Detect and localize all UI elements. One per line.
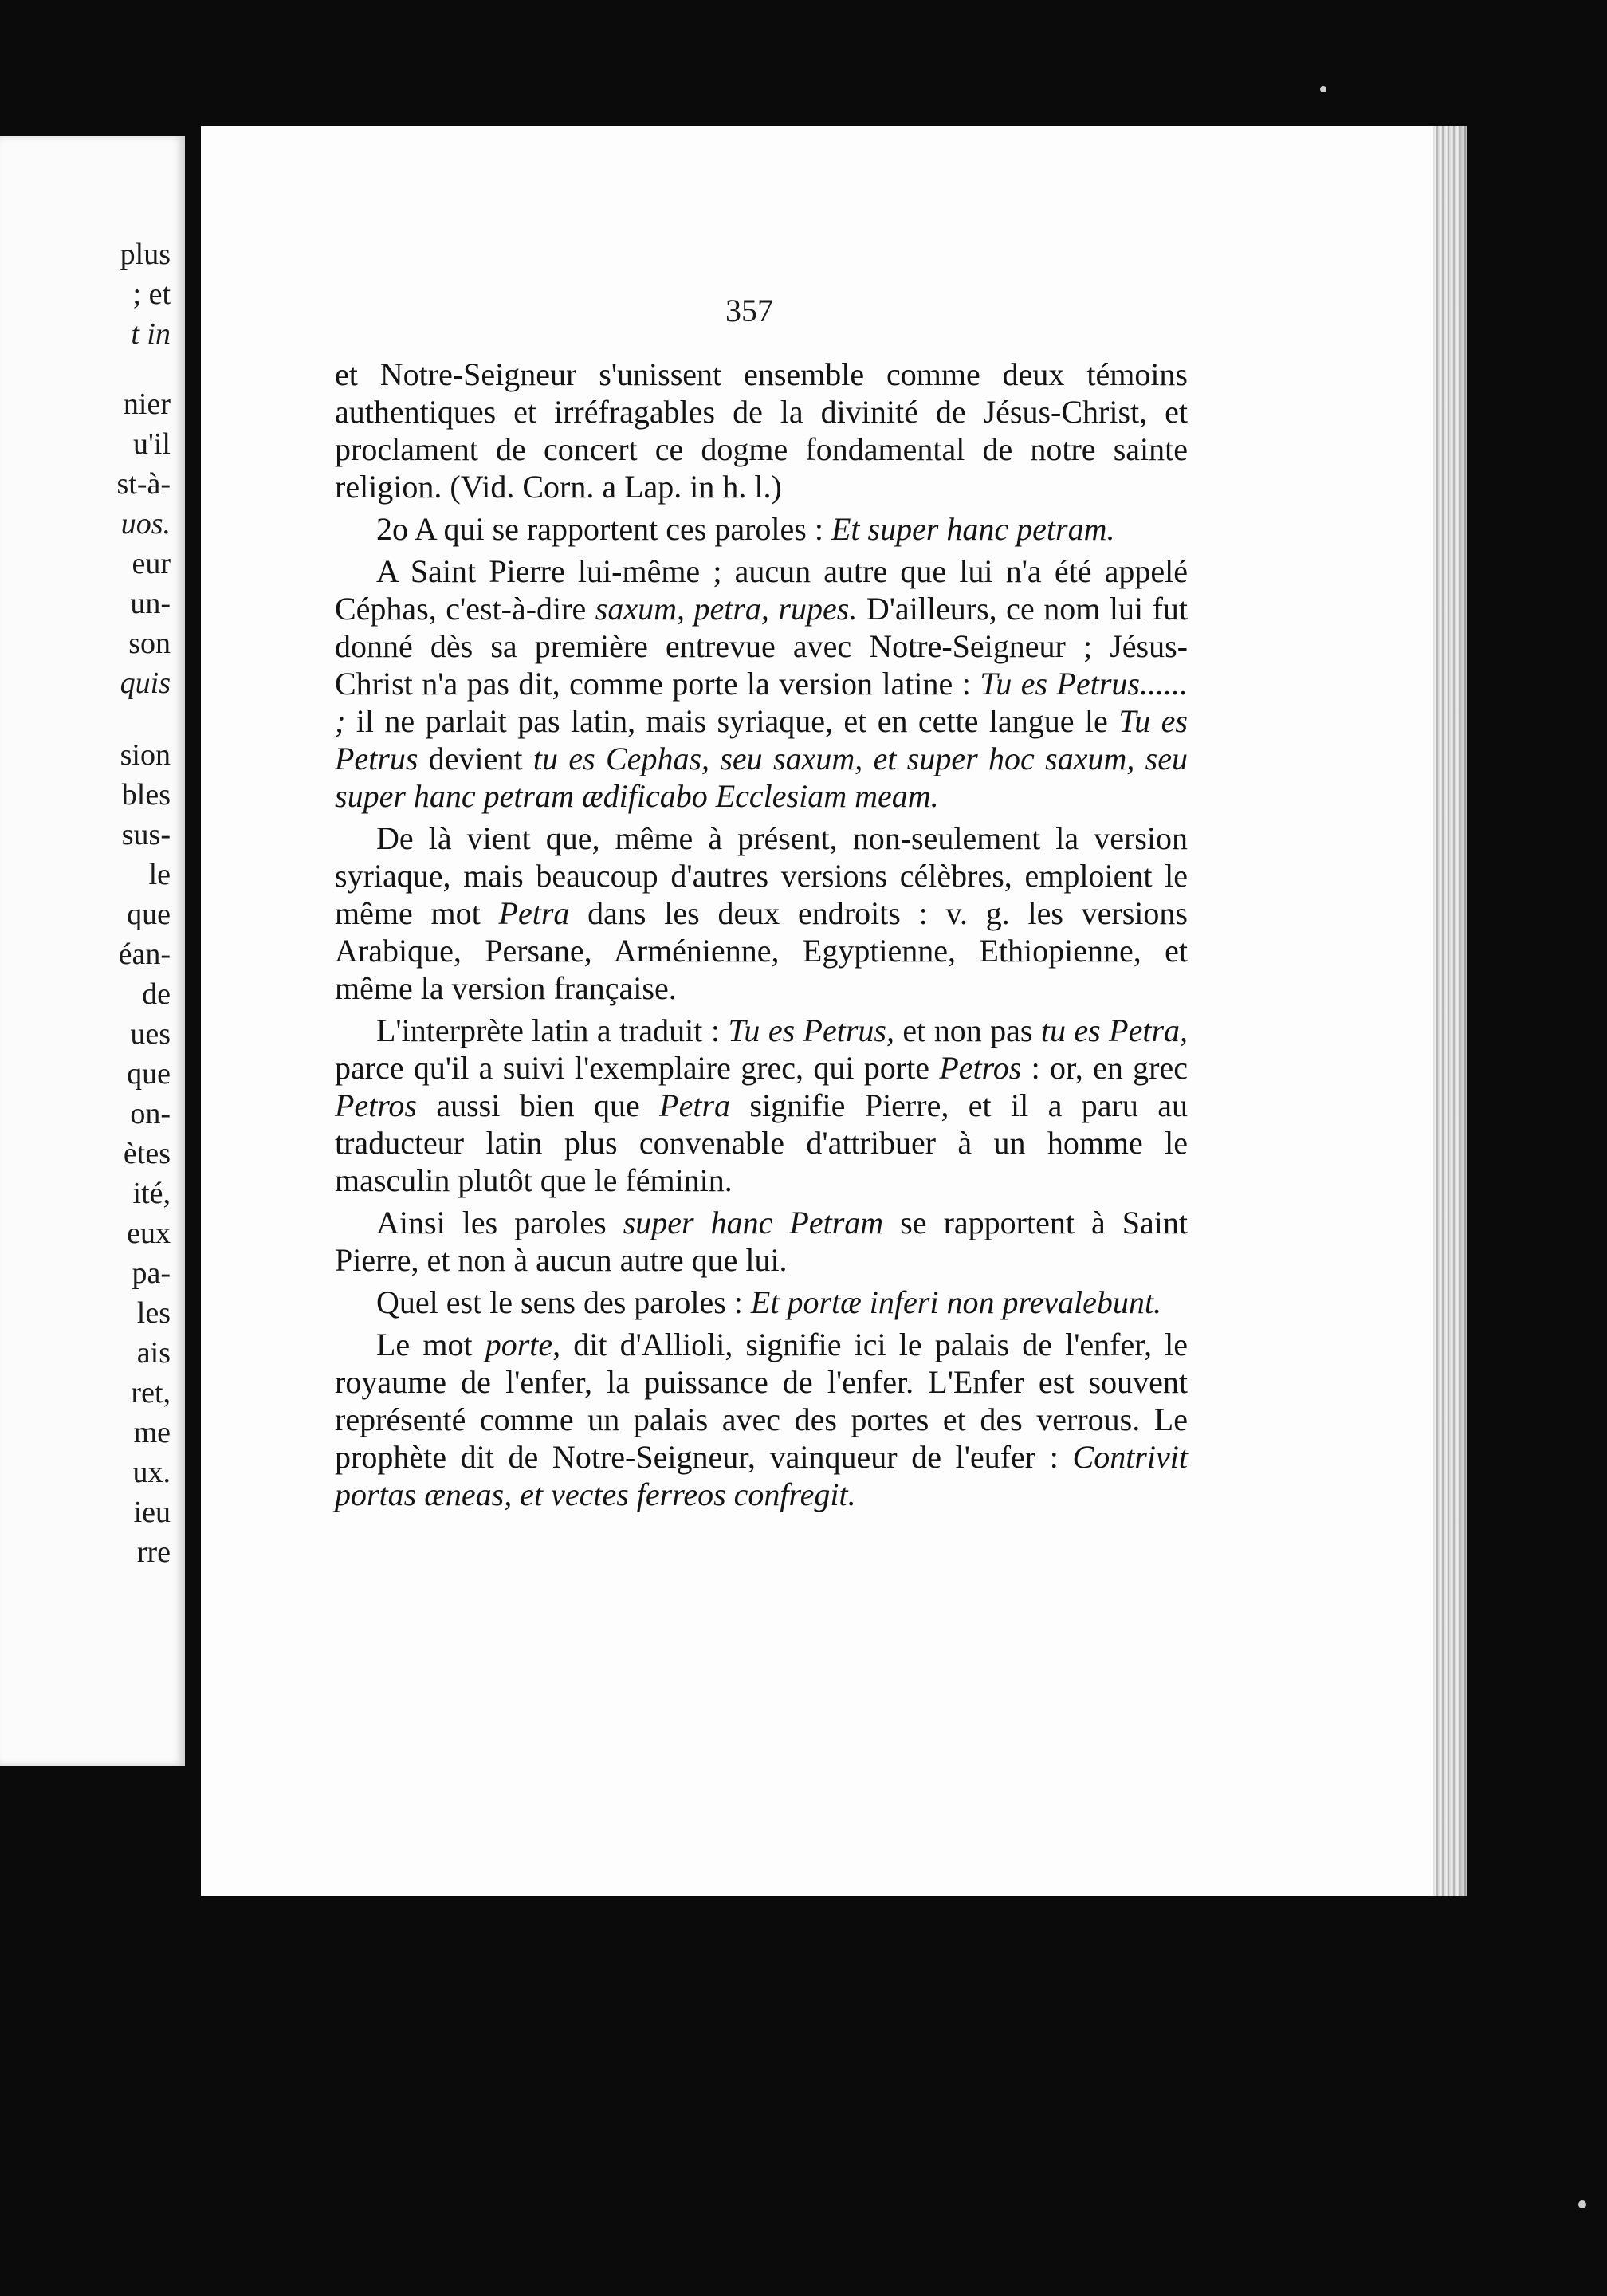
left-page-line: que [127,898,171,931]
left-page-line: un- [130,587,171,620]
paragraph [335,510,1188,548]
left-page-line: sion [120,738,171,772]
text-run: D'ailleurs, ce nom lui fut donné dès sa première entrevue avec Notre-Seigneur ; Jésus-Christ n'a pas dit, comme porte la version latine : [335,591,1189,702]
left-page-line: ité, [132,1177,171,1210]
left-page-line: t in [131,317,171,351]
italic-text: porte [485,1327,553,1362]
italic-text: saxum, petra, rupes. [595,591,858,627]
left-page-line: plus [120,238,171,271]
paragraph [335,1284,1188,1321]
italic-text: super hanc Petram [623,1205,884,1240]
dust-speck [1320,86,1326,92]
page-number: 357 [725,293,773,328]
text-run: Quel est le sens des paroles : [376,1284,751,1320]
text-run: parce qu'il a suivi l'exemplaire grec, qui porte [335,1050,940,1086]
page-edge-stack [1433,126,1467,1896]
left-page-line: ues [130,1017,171,1051]
paragraph [335,356,1188,505]
text-run: se rapportent à Saint Pierre, et non à aucun autre que lui. [335,1205,1188,1278]
left-page-line: st-à- [116,467,171,501]
text-run: , dit d'Allioli, signifie ici le palais de l'enfer, le royaume de l'enfer, la puissance de l'enfer. L'Enfer est souvent représenté comme un palais avec des portes et des verrous. Le prophète dit de Notre-Seigneur, vainqueur de l'eufer : [335,1327,1188,1475]
left-page-line: ; et [132,277,171,311]
left-page-line: nier [123,387,171,421]
body-text [335,356,1188,1518]
left-page-line: les [136,1296,171,1330]
paragraph [335,1326,1188,1513]
left-page-line: me [133,1416,171,1449]
text-run: De là vient que, même à présent, non-seulement la version syriaque, mais beaucoup d'autres versions célèbres, emploient le même mot [335,820,1188,931]
paragraph [335,820,1188,1007]
left-page-line: ieu [133,1496,171,1529]
left-page-line: quis [120,666,171,700]
left-page-line: uos. [120,507,171,541]
left-page-line: ais [136,1336,171,1370]
text-run: L'interprète latin a traduit : [376,1012,729,1048]
text-run: dans les deux endroits : v. g. les versions Arabique, Persane, Arménienne, Egyptienne, Ethiopienne, et même la version française. [335,895,1188,1006]
italic-text: Tu es Petrus...... ; [335,666,1188,739]
italic-text: tu es Petra, [1040,1012,1189,1048]
paragraph [335,1012,1188,1199]
dust-speck [1578,2200,1586,2208]
left-page-line: son [128,627,171,660]
left-page-line: ret, [131,1376,171,1409]
italic-text: Tu es Petrus [335,703,1188,776]
italic-text: Petra [498,895,570,931]
italic-text: Et portæ inferi non prevalebunt. [750,1284,1162,1320]
italic-text: tu es Cephas, seu saxum, et super hoc saxum, seu super hanc petram ædificabo Ecclesiam meam. [335,741,1189,814]
left-page-line: on- [130,1097,171,1130]
paragraph [335,552,1188,815]
paragraph [335,1204,1188,1279]
text-run: Ainsi les paroles [376,1205,623,1240]
binding-shadow [1468,120,1484,1899]
left-page-line: éan- [118,938,171,971]
left-page-line: eur [132,547,171,580]
italic-text: Contrivit portas æneas, et vectes ferreos confregit. [335,1439,1188,1512]
text-run: et non pas [894,1012,1041,1048]
left-page-line: eux [127,1217,171,1250]
left-page-line: pa- [132,1256,171,1290]
text-run: signifie Pierre, et il a paru au traducteur latin plus convenable d'attribuer à un homme le masculin plutôt que le féminin. [335,1087,1188,1198]
left-page-line: u'il [133,427,171,461]
left-page-line: ux. [132,1456,171,1489]
left-page-line: de [142,977,171,1011]
left-page-line: ètes [123,1137,171,1170]
left-page-line: rre [136,1535,171,1569]
italic-text: Petros [335,1087,417,1123]
italic-text: Petra [659,1087,731,1123]
left-page-line: bles [121,778,171,812]
text-run: A Saint Pierre lui-même ; aucun autre que lui n'a été appelé Céphas, c'est-à-dire [335,553,1188,627]
text-run: il ne parlait pas latin, mais syriaque, et en cette langue le [345,703,1119,739]
left-page-line: le [148,858,171,891]
left-page-line: sus- [121,818,171,851]
text-run: Le mot [376,1327,485,1362]
text-run: : or, en grec [1021,1050,1188,1086]
left-page-line: que [127,1057,171,1091]
text-run: aussi bien que [416,1087,660,1123]
italic-text: Tu es Petrus, [728,1012,894,1048]
text-run: devient [418,741,533,776]
text-run: 2o A qui se rapportent ces paroles : [376,511,831,547]
italic-text: Petros [939,1050,1022,1086]
italic-text: Et super hanc petram. [831,511,1115,547]
left-page [0,136,185,1766]
text-run: et Notre-Seigneur s'unissent ensemble comme deux témoins authentiques et irréfragables de la divinité de Jésus-Christ, et proclament de concert ce dogme fondamental de notre sainte religion. (Vid. Corn. a Lap. in h. l.) [335,356,1188,505]
